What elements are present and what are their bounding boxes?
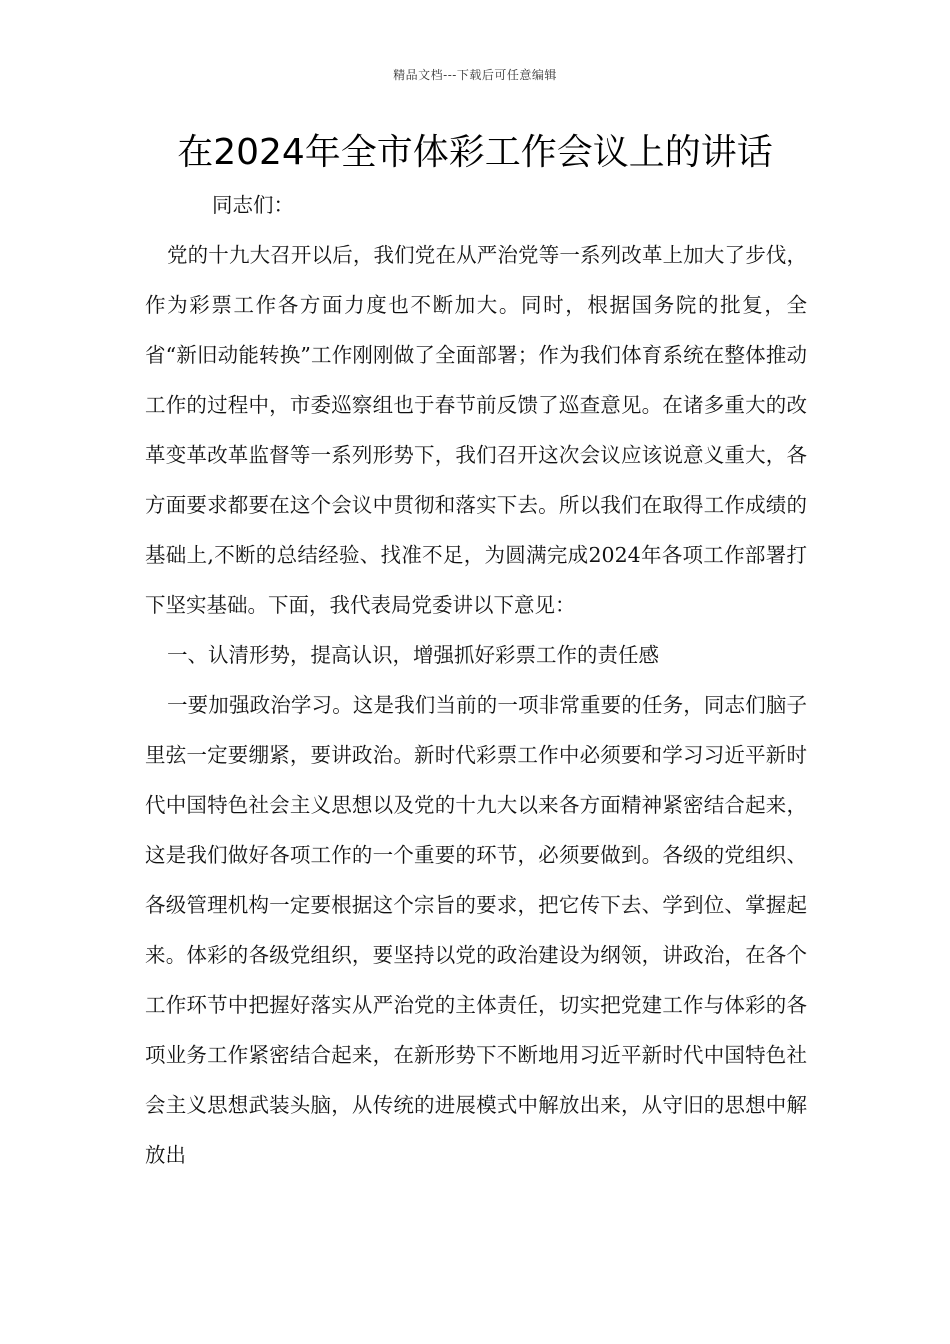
paragraph-intro: 党的十九大召开以后，我们党在从严治党等一系列改革上加大了步伐，作为彩票工作各方面力度也不断加大。同时，根据国务院的批复，全省“新旧动能转换”工作刚刚做了全面部署；作为我们体育系统在整体推动工作的过程中，市委巡察组也于春节前反馈了巡查意见。在诸多重大的改革变革改革监督等一系列形势下，我们召开这次会议应该说意义重大，各方面要求都要在这个会议中贯彻和落实下去。所以我们在取得工作成绩的基础上,不断的总结经验、找准不足，为圆满完成2024年各项工作部署打下坚实基础。下面，我代表局党委讲以下意见： [145, 243, 807, 617]
document-title: 在2024年全市体彩工作会议上的讲话 [177, 132, 773, 173]
section-heading-1: 一、认清形势，提高认识，增强抓好彩票工作的责任感 [167, 643, 659, 667]
page-header-note: 精品文档---下载后可任意编辑 [393, 68, 557, 82]
greeting: 同志们： [212, 193, 294, 217]
document-body [145, 180, 807, 1180]
paragraph-political-study: 一要加强政治学习。这是我们当前的一项非常重要的任务，同志们脑子里弦一定要绷紧，要讲政治。新时代彩票工作中必须要和学习习近平新时代中国特色社会主义思想以及党的十九大以来各方面精神紧密结合起来，这是我们做好各项工作的一个重要的环节，必须要做到。各级的党组织、各级管理机构一定要根据这个宗旨的要求，把它传下去、学到位、掌握起来。体彩的各级党组织，要坚持以党的政治建设为纲领，讲政治，在各个工作环节中把握好落实从严治党的主体责任，切实把党建工作与体彩的各项业务工作紧密结合起来，在新形势下不断地用习近平新时代中国特色社会主义思想武装头脑，从传统的进展模式中解放出来，从守旧的思想中解放出 [145, 693, 807, 1167]
